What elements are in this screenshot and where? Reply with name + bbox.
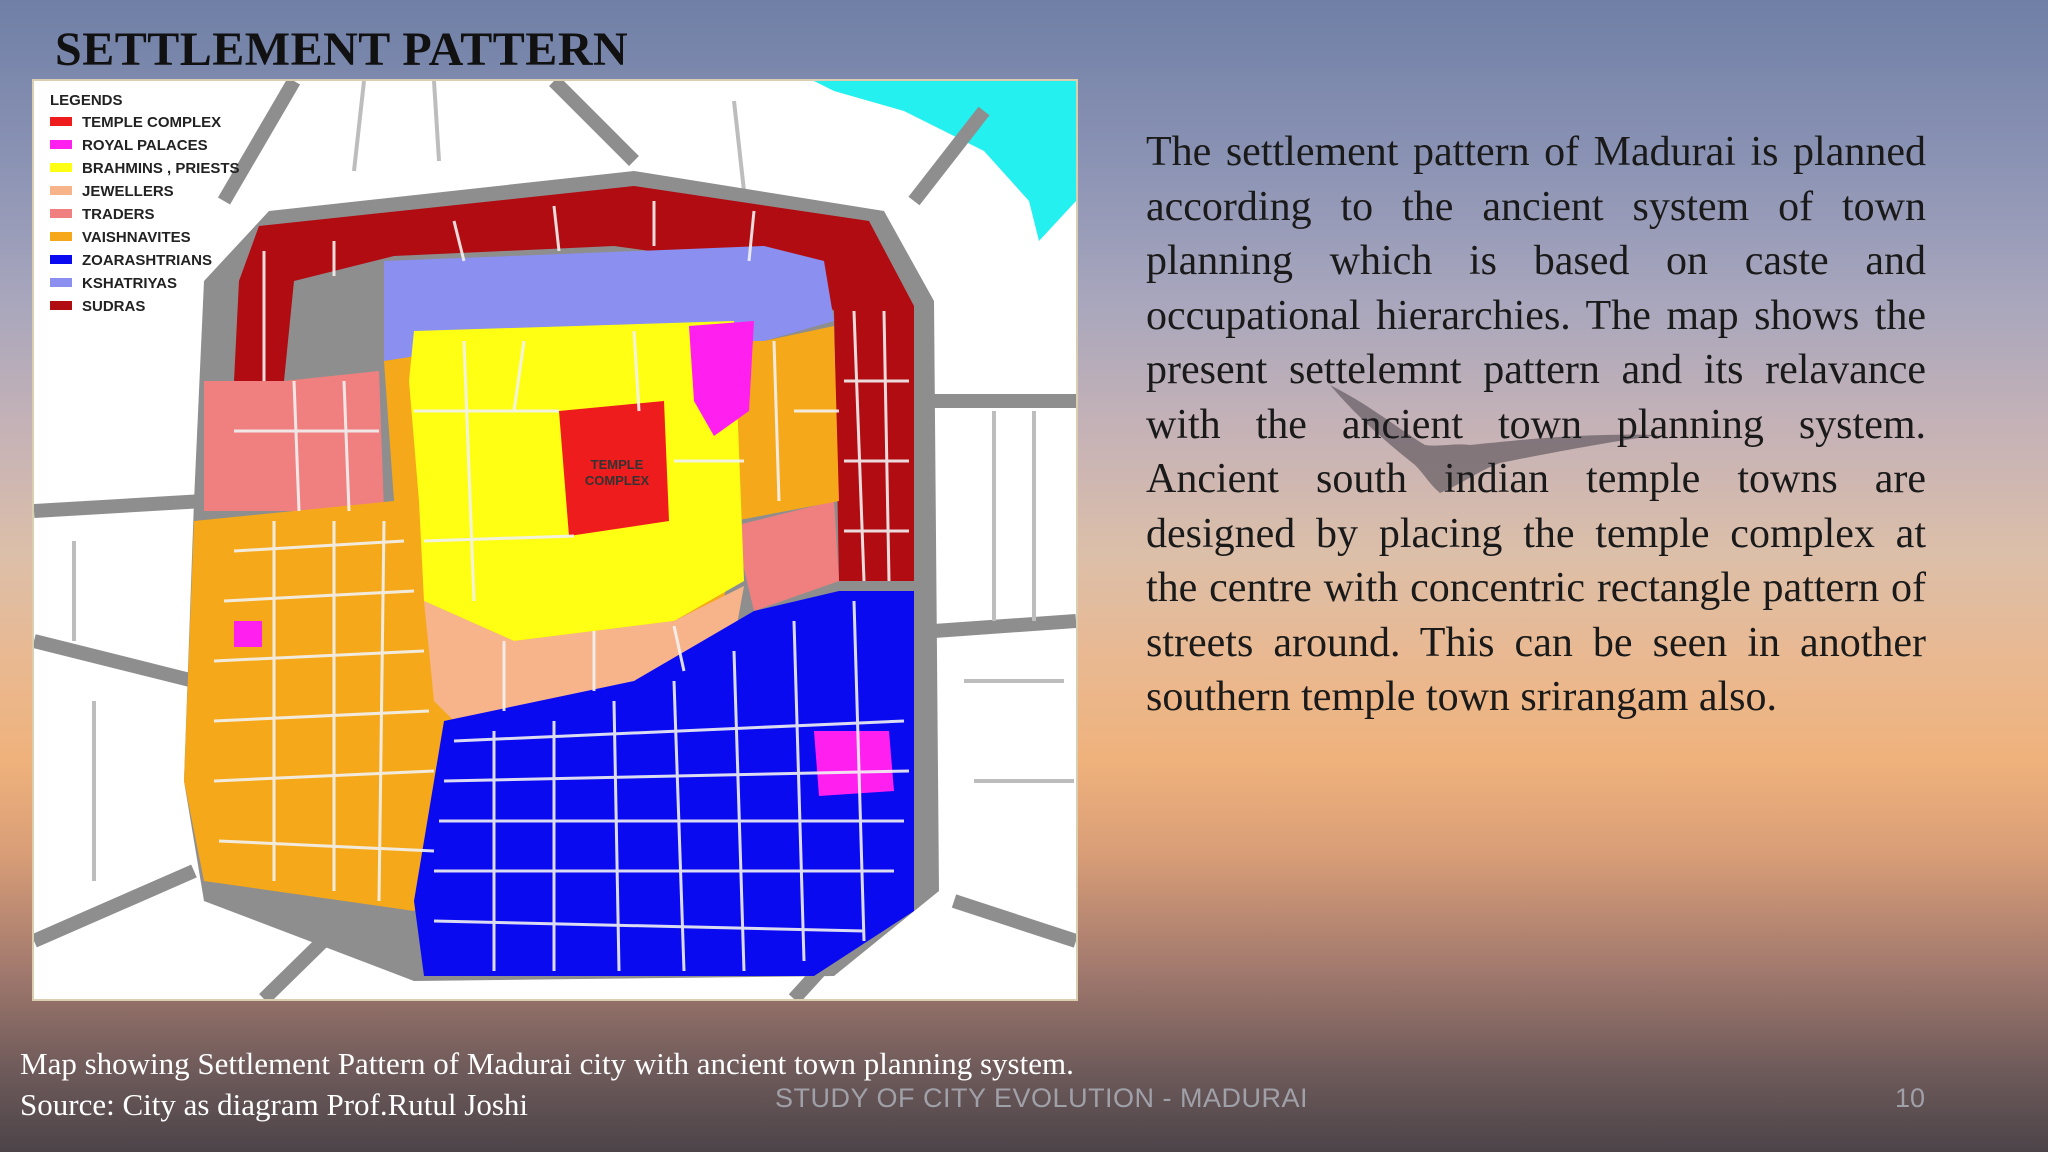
zone-royal-palace-south: [814, 731, 894, 796]
legend-swatch: [50, 232, 72, 241]
legend-label: BRAHMINS , PRIESTS: [82, 160, 240, 177]
legend-label: JEWELLERS: [82, 183, 174, 200]
legend-swatch: [50, 186, 72, 195]
temple-label-2: COMPLEX: [584, 473, 650, 488]
caption-line-1: Map showing Settlement Pattern of Madurai city with ancient town planning system.: [20, 1046, 1074, 1081]
temple-label-1: TEMPLE: [590, 457, 644, 472]
legend-label: ROYAL PALACES: [82, 137, 208, 154]
legend-label: TRADERS: [82, 206, 155, 223]
legend-swatch: [50, 117, 72, 126]
zone-royal-palace-west: [234, 621, 262, 647]
legend-label: ZOARASHTRIANS: [82, 252, 212, 269]
slide-title: SETTLEMENT PATTERN: [55, 23, 629, 76]
legend-swatch: [50, 301, 72, 310]
legend-label: VAISHNAVITES: [82, 229, 191, 246]
legend-label: SUDRAS: [82, 298, 146, 315]
legend-label: TEMPLE COMPLEX: [82, 114, 222, 131]
slide-footer: STUDY OF CITY EVOLUTION - MADURAI: [775, 1083, 1309, 1113]
legend-swatch: [50, 255, 72, 264]
legend-swatch: [50, 140, 72, 149]
caption-source: Source: City as diagram Prof.Rutul Joshi: [20, 1087, 529, 1122]
legend-swatch: [50, 209, 72, 218]
legend-title: LEGENDS: [50, 92, 123, 109]
legend-swatch: [50, 278, 72, 287]
slide-body-text: The settlement pattern of Madurai is planned according to the ancient system of town planning which is based on caste and occupational hierarchies. The map shows the present settelemnt pattern and its relavance with the ancient town planning system. Ancient south indian temple towns are designed by placing the temple complex at the centre with concentric rectangle pattern of streets around. This can be seen in another southern temple town srirangam also.: [1146, 129, 1926, 720]
settlement-map-svg: [34, 81, 1076, 999]
page-number: 10: [1895, 1083, 1926, 1113]
legend-swatch: [50, 163, 72, 172]
settlement-map: [32, 79, 1078, 1001]
legend-label: KSHATRIYAS: [82, 275, 178, 292]
